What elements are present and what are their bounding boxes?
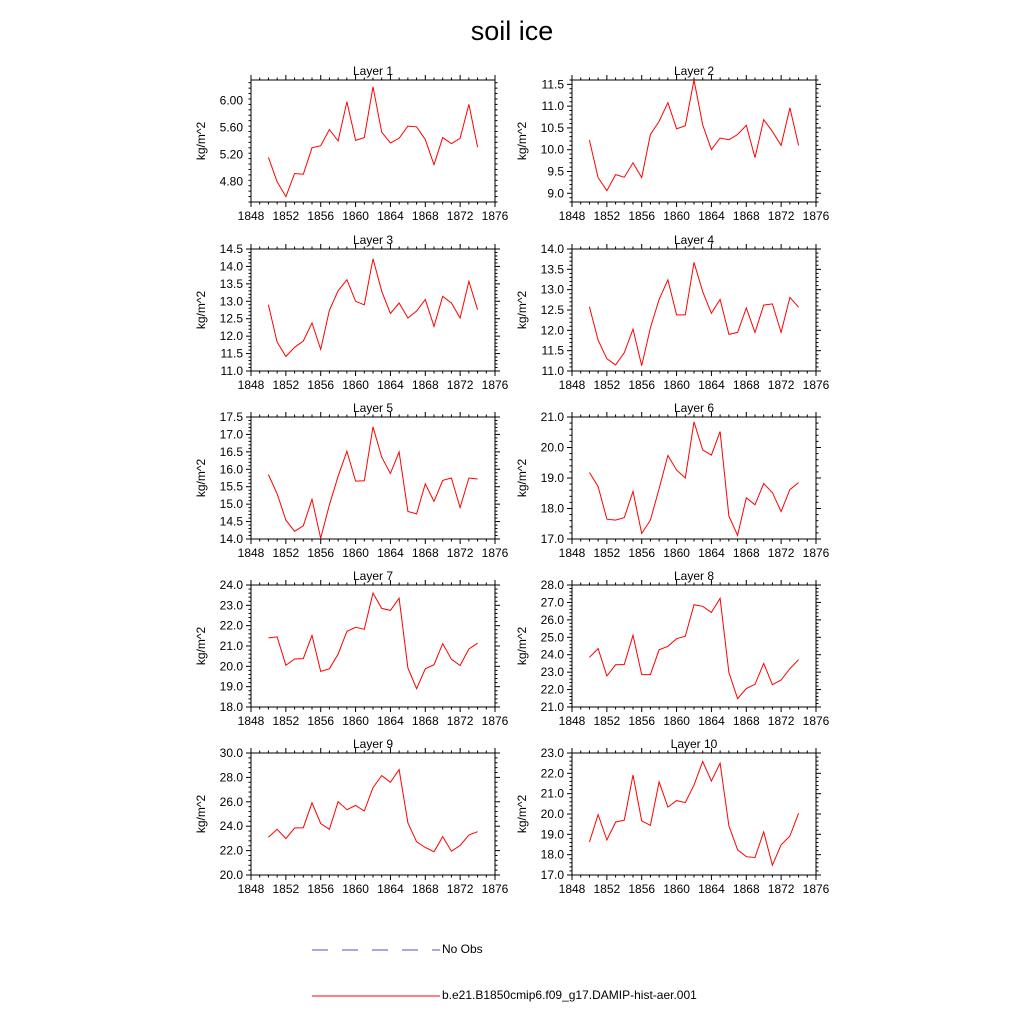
panel-2-x-tick-label: 1860 — [663, 209, 690, 223]
panel-6-y-tick-label: 19.0 — [540, 471, 564, 485]
panel-3-series-line — [268, 259, 477, 357]
panel-10-y-tick-label: 22.0 — [540, 766, 564, 781]
panel-3-y-tick-label: 11.5 — [220, 346, 243, 361]
panel-8-y-tick-label: 28.0 — [540, 578, 564, 592]
panel-3-x-tick-label: 1852 — [272, 378, 300, 392]
panel-7-x-tick-label: 1864 — [377, 714, 404, 728]
panel-10-y-tick-label: 19.0 — [540, 827, 564, 842]
panel-10-x-tick-label: 1848 — [558, 882, 586, 896]
panel-6-y-tick-label: 17.0 — [540, 532, 564, 546]
panel-8-y-tick-label: 24.0 — [540, 647, 564, 662]
panel-9-x-tick-label: 1848 — [237, 882, 265, 896]
panel-4-x-tick-label: 1860 — [663, 378, 690, 392]
panel-4-y-tick-label: 12.0 — [540, 323, 564, 338]
panel-2-x-tick-label: 1876 — [802, 209, 830, 223]
panel-4-frame — [572, 249, 816, 371]
panel-7-title: Layer 7 — [352, 569, 394, 583]
panel-5-y-tick-label: 14.5 — [219, 514, 243, 529]
panel-7-frame — [251, 585, 495, 707]
panel-9-y-tick-label: 20.0 — [219, 868, 243, 882]
panel-8-series-line — [589, 598, 798, 698]
panel-1-y-tick-label: 5.60 — [219, 120, 243, 135]
panel-6-x-tick-label: 1864 — [698, 546, 725, 560]
panel-9-y-tick-label: 24.0 — [219, 819, 243, 834]
panel-9-y-axis-label: kg/m^2 — [194, 794, 208, 834]
panel-8-x-tick-label: 1856 — [628, 714, 656, 728]
panel-4-y-axis-label: kg/m^2 — [515, 290, 529, 330]
panel-7-x-tick-label: 1848 — [237, 714, 265, 728]
panel-7-x-tick-label: 1856 — [307, 714, 335, 728]
legend-series-label: b.e21.B1850cmip6.f09_g17.DAMIP-hist-aer.001 — [442, 988, 697, 1002]
panel-6-y-axis-label: kg/m^2 — [515, 458, 529, 498]
panel-7-y-tick-label: 20.0 — [219, 659, 243, 674]
panel-3-frame — [251, 249, 495, 371]
panel-1-x-tick-label: 1848 — [237, 209, 265, 223]
panel-2-series-line — [589, 80, 798, 191]
panel-2-y-tick-label: 10.0 — [540, 142, 564, 157]
panel-6-x-tick-label: 1860 — [663, 546, 690, 560]
panel-4-y-tick-label: 14.0 — [540, 242, 564, 256]
panel-7-y-tick-label: 22.0 — [219, 618, 243, 633]
panel-3-y-axis-label: kg/m^2 — [194, 290, 208, 330]
panel-2-y-tick-label: 11.0 — [541, 99, 564, 114]
panel-10-x-tick-label: 1856 — [628, 882, 656, 896]
panel-10-x-tick-label: 1868 — [732, 882, 760, 896]
panel-1-x-tick-label: 1852 — [272, 209, 300, 223]
panel-5-y-tick-label: 16.5 — [219, 444, 243, 459]
panel-10-x-tick-label: 1860 — [663, 882, 690, 896]
panel-7-y-tick-label: 21.0 — [219, 639, 243, 653]
panel-3-title: Layer 3 — [352, 233, 394, 247]
panel-4-x-tick-label: 1848 — [558, 378, 586, 392]
panel-4-x-tick-label: 1876 — [802, 378, 830, 392]
panel-9-x-tick-label: 1868 — [411, 882, 439, 896]
panel-8-x-tick-label: 1868 — [732, 714, 760, 728]
panel-1-x-tick-label: 1856 — [307, 209, 335, 223]
panel-9-y-tick-label: 26.0 — [219, 794, 243, 809]
panel-5-y-tick-label: 17.0 — [219, 427, 243, 442]
panel-3-x-tick-label: 1864 — [377, 378, 404, 392]
panel-9-x-tick-label: 1860 — [342, 882, 369, 896]
panel-9-x-tick-label: 1876 — [481, 882, 509, 896]
panel-10-title: Layer 10 — [670, 737, 718, 751]
panel-8-y-tick-label: 26.0 — [540, 612, 564, 627]
panel-10-y-tick-label: 18.0 — [540, 847, 564, 862]
panel-5-series-line — [268, 427, 477, 539]
panel-1-y-tick-label: 6.00 — [219, 93, 243, 108]
panel-1-y-axis-label: kg/m^2 — [194, 121, 208, 161]
panel-4-y-tick-label: 11.5 — [541, 343, 564, 358]
panel-8-title: Layer 8 — [673, 569, 715, 583]
panel-7-y-tick-label: 23.0 — [219, 598, 243, 613]
panel-2-x-tick-label: 1848 — [558, 209, 586, 223]
panel-6-y-tick-label: 21.0 — [540, 410, 564, 424]
panel-5-x-tick-label: 1852 — [272, 546, 300, 560]
panel-2-x-tick-label: 1868 — [732, 209, 760, 223]
panel-9-x-tick-label: 1856 — [307, 882, 335, 896]
panel-9-x-tick-label: 1872 — [446, 882, 474, 896]
panel-8-y-axis-label: kg/m^2 — [515, 626, 529, 666]
panel-9-frame — [251, 753, 495, 875]
panel-5-y-tick-label: 14.0 — [219, 532, 243, 546]
panel-10-x-tick-label: 1864 — [698, 882, 725, 896]
panel-5-x-tick-label: 1856 — [307, 546, 335, 560]
panel-6-x-tick-label: 1868 — [732, 546, 760, 560]
panel-6-series-line — [589, 422, 798, 535]
panel-7-y-axis-label: kg/m^2 — [194, 626, 208, 666]
panel-7-series-line — [268, 593, 477, 689]
panel-6-x-tick-label: 1876 — [802, 546, 830, 560]
panel-8-x-tick-label: 1864 — [698, 714, 725, 728]
panel-10-y-axis-label: kg/m^2 — [515, 794, 529, 834]
panel-7-x-tick-label: 1868 — [411, 714, 439, 728]
panel-5-y-tick-label: 17.5 — [219, 410, 243, 424]
panel-1-frame — [251, 80, 495, 202]
panel-2-x-tick-label: 1852 — [593, 209, 621, 223]
legend-noobs-label: No Obs — [442, 942, 483, 956]
panel-6-x-tick-label: 1852 — [593, 546, 621, 560]
panel-1-x-tick-label: 1868 — [411, 209, 439, 223]
panel-7-x-tick-label: 1876 — [481, 714, 509, 728]
panel-3-x-tick-label: 1876 — [481, 378, 509, 392]
panel-5-x-tick-label: 1864 — [377, 546, 404, 560]
panel-8-x-tick-label: 1848 — [558, 714, 586, 728]
panel-1-x-tick-label: 1872 — [446, 209, 474, 223]
panel-7-x-tick-label: 1852 — [272, 714, 300, 728]
panel-2-y-tick-label: 9.0 — [547, 186, 564, 201]
panel-4-y-tick-label: 12.5 — [540, 303, 564, 317]
panel-6-x-tick-label: 1872 — [767, 546, 795, 560]
panel-9-series-line — [268, 770, 477, 852]
panel-5-x-tick-label: 1876 — [481, 546, 509, 560]
panel-4-x-tick-label: 1872 — [767, 378, 795, 392]
panel-8-y-tick-label: 25.0 — [540, 630, 564, 645]
panel-4-title: Layer 4 — [673, 233, 715, 247]
panel-3-y-tick-label: 13.5 — [219, 276, 243, 291]
panel-1-x-tick-label: 1876 — [481, 209, 509, 223]
panel-10-x-tick-label: 1872 — [767, 882, 795, 896]
panel-1-series-line — [268, 87, 477, 197]
panel-8-y-tick-label: 27.0 — [540, 595, 564, 610]
panel-4-series-line — [589, 262, 798, 365]
panel-1-y-tick-label: 4.80 — [219, 174, 243, 189]
panel-7-x-tick-label: 1860 — [342, 714, 369, 728]
panel-4-y-tick-label: 13.5 — [540, 262, 564, 277]
panel-7-y-tick-label: 19.0 — [219, 679, 243, 694]
panel-3-y-tick-label: 13.0 — [219, 294, 243, 309]
panel-6-frame — [572, 417, 816, 539]
panel-2-x-tick-label: 1872 — [767, 209, 795, 223]
panel-8-x-tick-label: 1860 — [663, 714, 690, 728]
panel-1-x-tick-label: 1860 — [342, 209, 369, 223]
figure-title: soil ice — [470, 16, 554, 46]
panel-3-x-tick-label: 1872 — [446, 378, 474, 392]
panel-10-x-tick-label: 1876 — [802, 882, 830, 896]
panel-9-x-tick-label: 1852 — [272, 882, 300, 896]
panel-8-frame — [572, 585, 816, 707]
panel-5-y-axis-label: kg/m^2 — [194, 458, 208, 498]
panel-9-title: Layer 9 — [352, 737, 394, 751]
panel-2-title: Layer 2 — [673, 64, 715, 78]
panel-6-title: Layer 6 — [673, 401, 715, 415]
panel-4-x-tick-label: 1864 — [698, 378, 725, 392]
panel-5-frame — [251, 417, 495, 539]
panel-3-y-tick-label: 11.0 — [220, 364, 243, 378]
panel-7-y-tick-label: 18.0 — [219, 700, 243, 714]
panel-10-y-tick-label: 23.0 — [540, 746, 564, 760]
panel-3-x-tick-label: 1868 — [411, 378, 439, 392]
panel-5-x-tick-label: 1872 — [446, 546, 474, 560]
panel-7-x-tick-label: 1872 — [446, 714, 474, 728]
panel-9-y-tick-label: 22.0 — [219, 843, 243, 858]
panel-10-y-tick-label: 17.0 — [540, 868, 564, 882]
panel-8-y-tick-label: 23.0 — [540, 665, 564, 680]
panel-1-title: Layer 1 — [352, 64, 394, 78]
panel-5-title: Layer 5 — [352, 401, 394, 415]
panel-5-x-tick-label: 1868 — [411, 546, 439, 560]
panel-6-y-tick-label: 20.0 — [540, 440, 564, 455]
panel-10-x-tick-label: 1852 — [593, 882, 621, 896]
panel-6-x-tick-label: 1856 — [628, 546, 656, 560]
panel-2-y-axis-label: kg/m^2 — [515, 121, 529, 161]
panel-5-x-tick-label: 1860 — [342, 546, 369, 560]
panel-9-x-tick-label: 1864 — [377, 882, 404, 896]
panel-8-x-tick-label: 1852 — [593, 714, 621, 728]
panel-3-y-tick-label: 12.0 — [219, 329, 243, 344]
panel-2-x-tick-label: 1856 — [628, 209, 656, 223]
panel-2-y-tick-label: 11.5 — [541, 77, 564, 92]
panel-5-y-tick-label: 16.0 — [219, 462, 243, 477]
panel-4-x-tick-label: 1856 — [628, 378, 656, 392]
panel-10-y-tick-label: 20.0 — [540, 807, 564, 821]
panel-8-x-tick-label: 1876 — [802, 714, 830, 728]
panel-2-frame — [572, 80, 816, 202]
panel-4-x-tick-label: 1852 — [593, 378, 621, 392]
panel-1-y-tick-label: 5.20 — [219, 147, 243, 162]
panel-6-x-tick-label: 1848 — [558, 546, 586, 560]
panel-3-y-tick-label: 14.0 — [219, 259, 243, 274]
panel-8-x-tick-label: 1872 — [767, 714, 795, 728]
panel-9-y-tick-label: 30.0 — [219, 746, 243, 760]
panel-10-y-tick-label: 21.0 — [540, 786, 564, 801]
panel-3-y-tick-label: 12.5 — [219, 311, 243, 326]
panel-4-y-tick-label: 11.0 — [541, 364, 564, 378]
panel-5-x-tick-label: 1848 — [237, 546, 265, 560]
panel-10-series-line — [589, 762, 798, 866]
panel-3-y-tick-label: 14.5 — [219, 242, 243, 256]
panel-8-y-tick-label: 21.0 — [540, 700, 564, 714]
panel-9-y-tick-label: 28.0 — [219, 770, 243, 785]
panel-3-x-tick-label: 1856 — [307, 378, 335, 392]
panel-4-y-tick-label: 13.0 — [540, 282, 564, 297]
panel-2-x-tick-label: 1864 — [698, 209, 725, 223]
panel-2-y-tick-label: 10.5 — [540, 120, 564, 135]
panel-1-x-tick-label: 1864 — [377, 209, 404, 223]
panel-5-y-tick-label: 15.5 — [219, 479, 243, 494]
panel-2-y-tick-label: 9.5 — [547, 164, 564, 179]
panel-7-y-tick-label: 24.0 — [219, 578, 243, 592]
panel-3-x-tick-label: 1860 — [342, 378, 369, 392]
panel-10-frame — [572, 753, 816, 875]
panel-3-x-tick-label: 1848 — [237, 378, 265, 392]
panel-4-x-tick-label: 1868 — [732, 378, 760, 392]
panel-8-y-tick-label: 22.0 — [540, 682, 564, 697]
panel-6-y-tick-label: 18.0 — [540, 501, 564, 516]
panel-5-y-tick-label: 15.0 — [219, 497, 243, 512]
